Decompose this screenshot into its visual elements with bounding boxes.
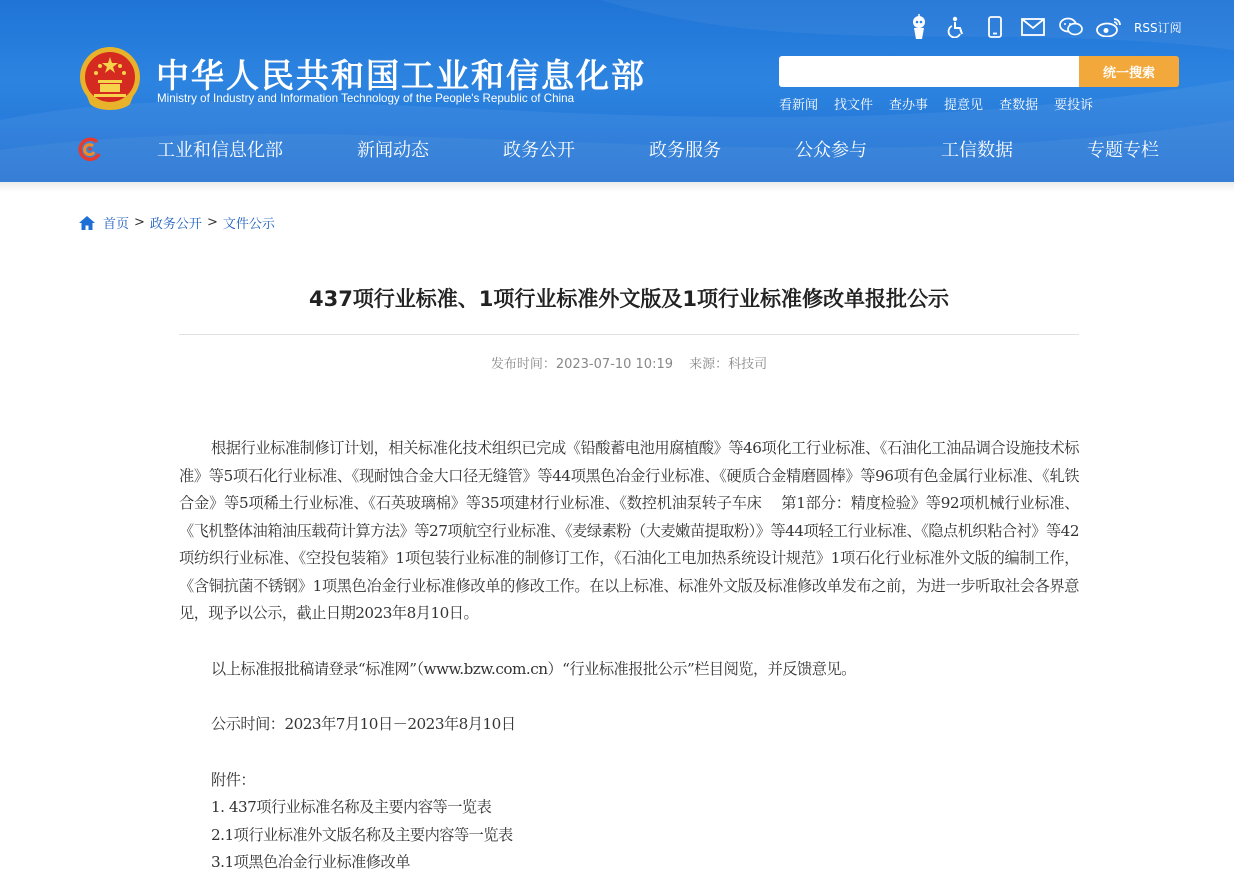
nav-item-ministry[interactable]: 工业和信息化部: [157, 140, 283, 161]
article-title: 437项行业标准、1项行业标准外文版及1项行业标准修改单报批公示: [308, 287, 950, 311]
nav-item-special-topics[interactable]: 专题专栏: [1087, 140, 1159, 161]
quick-link-news[interactable]: 看新闻: [779, 98, 819, 113]
breadcrumb-separator: >: [206, 215, 218, 230]
list-item: [211, 822, 1079, 850]
list-item: [211, 794, 1079, 822]
quick-link-complaints[interactable]: 要投诉: [1054, 98, 1094, 113]
breadcrumb-home[interactable]: 首页: [103, 217, 130, 232]
attachments-list: [179, 794, 1079, 877]
site-title[interactable]: 中华人民共和国工业和信息化部: [156, 56, 646, 95]
quick-link-data[interactable]: 查数据: [999, 98, 1039, 113]
quick-link-files[interactable]: 找文件: [834, 98, 874, 113]
article-meta: [179, 353, 1079, 372]
title-divider: [179, 334, 1079, 335]
search-input[interactable]: [779, 56, 1080, 87]
attachment-link[interactable]: 1. 437项行业标准名称及主要内容等一览表: [211, 798, 492, 816]
article-source: 来源：科技司: [689, 357, 768, 372]
mail-icon[interactable]: [1014, 12, 1052, 42]
quick-links: [779, 94, 1109, 113]
article-body: [179, 435, 1079, 877]
rss-subscribe[interactable]: [1130, 19, 1182, 36]
attachments-label: 附件：: [211, 770, 256, 789]
accessibility-icon[interactable]: [938, 12, 976, 42]
attachment-link[interactable]: 3.1项黑色冶金行业标准修改单: [211, 853, 410, 871]
article-paragraph: 以上标准报批稿请登录“标准网”（www.bzw.com.cn）“行业标准报批公示”栏目阅览，并反馈意见。: [211, 659, 856, 678]
breadcrumb: [79, 213, 275, 232]
wechat-icon[interactable]: [1052, 12, 1090, 42]
home-icon: [79, 216, 95, 230]
quick-link-feedback[interactable]: 提意见: [944, 98, 984, 113]
list-item: [211, 849, 1079, 877]
header-shadow: [0, 182, 1234, 192]
search-button[interactable]: 统一搜索: [1079, 56, 1179, 87]
nav-item-public-participation[interactable]: 公众参与: [795, 140, 867, 161]
quick-link-services[interactable]: 查办事: [889, 98, 929, 113]
attachment-link[interactable]: 2.1项行业标准外文版名称及主要内容等一览表: [211, 825, 513, 844]
nav-item-data[interactable]: 工信数据: [941, 140, 1013, 161]
mobile-icon[interactable]: [976, 12, 1014, 42]
breadcrumb-file-notices[interactable]: 文件公示: [222, 217, 275, 232]
rss-subscribe-link[interactable]: RSS订阅: [1134, 20, 1182, 35]
nav-item-government-affairs[interactable]: 政务公开: [503, 140, 575, 161]
site-header: [0, 0, 1234, 182]
nav-item-news[interactable]: 新闻动态: [357, 140, 429, 161]
national-emblem-icon[interactable]: [78, 44, 142, 112]
article-paragraph: 根据行业标准制修订计划，相关标准化技术组织已完成《铅酸蓄电池用腐植酸》等46项化工行业标准、《石油化工油品调合设施技术标准》等5项石化行业标准、《现耐蚀合金大口径无缝管》等44项黑色冶金行业标准、《硬质合金精磨圆棒》等96项有色金属行业标准、《轧铁合金》等5项稀土行业标准、《石英玻璃棉》等35项建材行业标准、《数控机油泵转子车床 第1部分：精度检验》等92项机械行业标准、《飞机整体油箱油压载荷计算方法》等27项航空行业标准、《麦绿素粉（大麦嫩苗提取粉）》等44项轻工行业标准、《隐点机织粘合衬》等42项纺织行业标准、《空投包装箱》1项包装行业标准的制修订工作，《石油化工电加热系统设计规范》1项石化行业标准外文版的编制工作，《含铜抗菌不锈钢》1项黑色冶金行业标准修改单的修改工作。在以上标准、标准外文版及标准修改单发布之前，为进一步听取社会各界意见，现予以公示，截止日期2023年8月10日。: [179, 439, 1079, 622]
utility-bar: [900, 12, 1182, 42]
breadcrumb-separator: >: [134, 215, 145, 230]
nav-item-government-services[interactable]: 政务服务: [649, 140, 721, 161]
site-subtitle: Ministry of Industry and Information Technology of the People's Republic of China: [157, 92, 575, 105]
weibo-icon[interactable]: [1090, 12, 1128, 42]
breadcrumb-government-affairs[interactable]: 政务公开: [149, 217, 202, 232]
article-paragraph: 公示时间：2023年7月10日－2023年8月10日: [211, 715, 516, 733]
robot-assistant-icon[interactable]: [900, 12, 938, 42]
main-nav: [0, 128, 1234, 168]
publish-time: 发布时间：2023-07-10 10:19: [490, 357, 673, 372]
